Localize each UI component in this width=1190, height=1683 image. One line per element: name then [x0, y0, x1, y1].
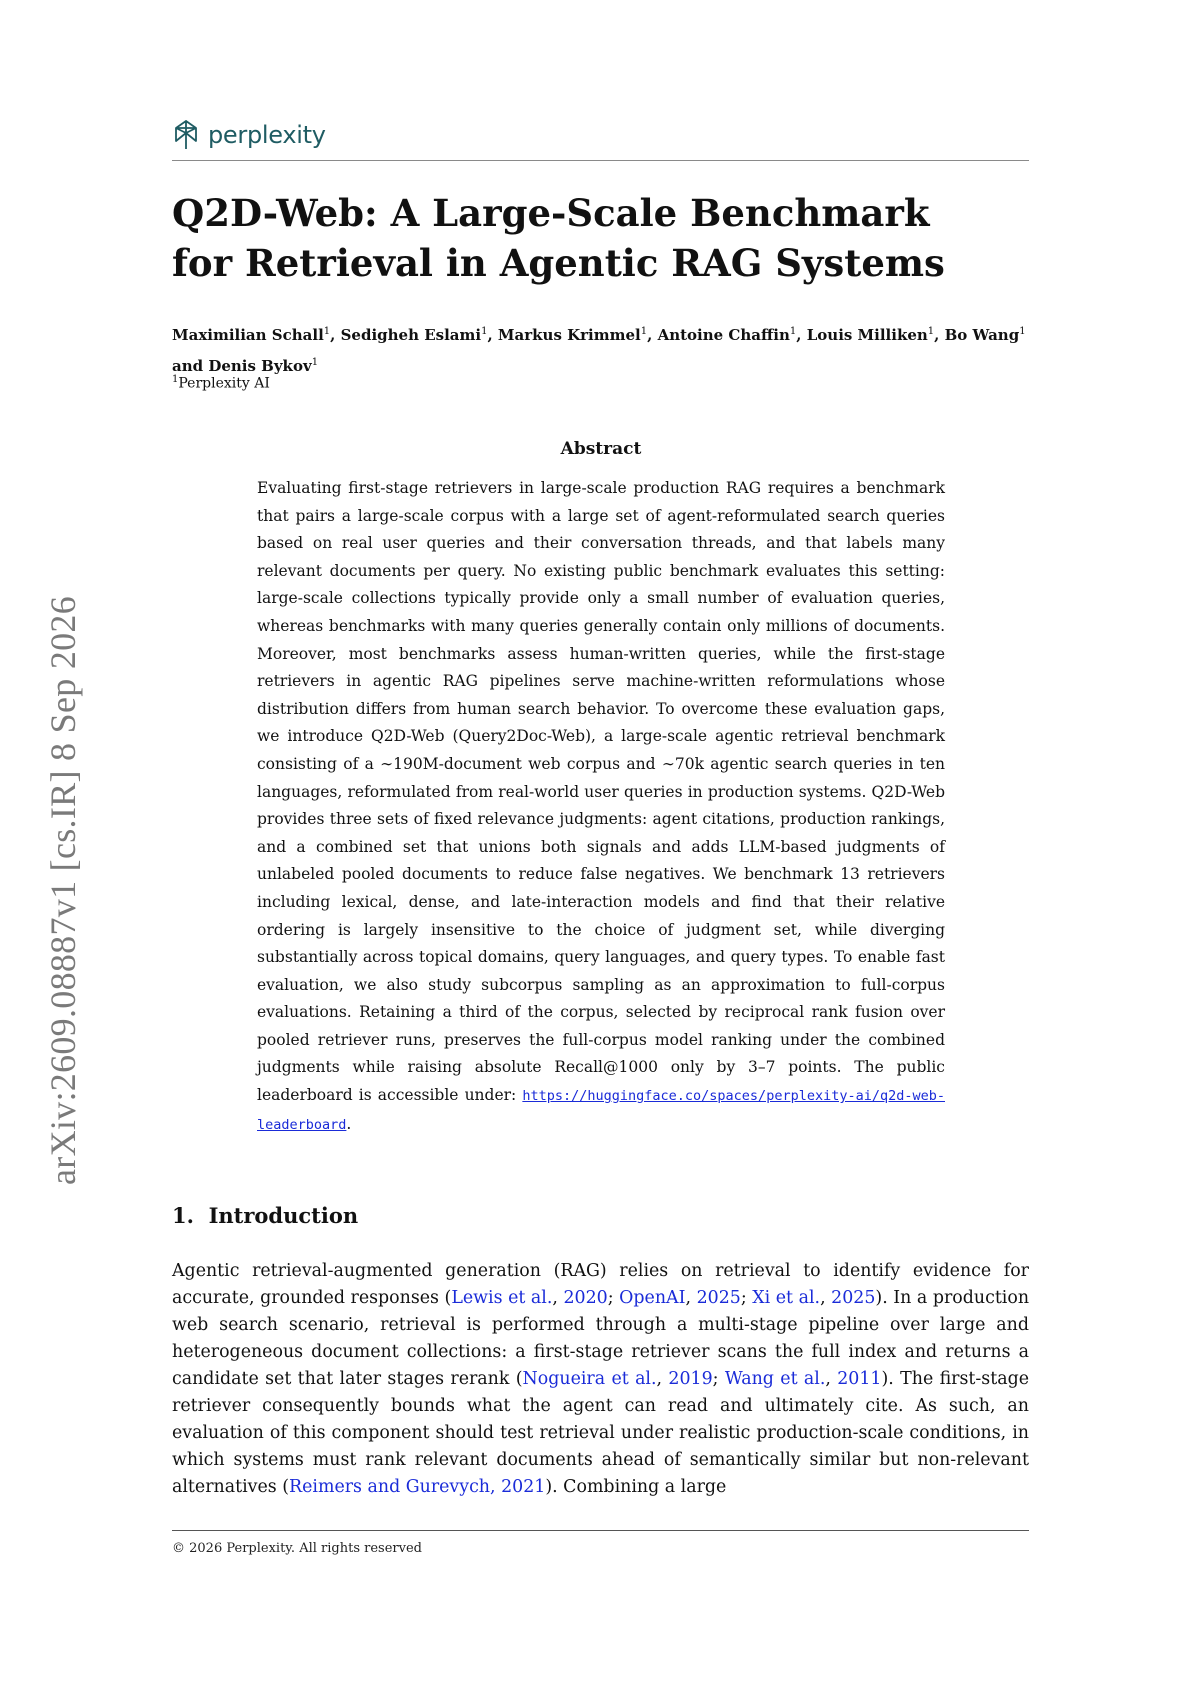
- author-affiliation-mark: 1: [789, 326, 797, 337]
- citation-link[interactable]: Reimers and Gurevych, 2021: [289, 1477, 546, 1497]
- author-name: Bo Wang: [944, 326, 1020, 344]
- author-separator: and: [172, 357, 209, 375]
- author-name: Markus Krimmel: [497, 326, 641, 344]
- intro-text: ,: [825, 1369, 838, 1389]
- citation-link[interactable]: Wang et al.: [724, 1369, 826, 1389]
- author-affiliation-mark: 1: [323, 326, 331, 337]
- author-separator: ,: [796, 326, 807, 344]
- abstract-body: [257, 475, 945, 1139]
- arxiv-identifier: arXiv:2609.08887v1 [cs.IR] 8 Sep 2026: [43, 595, 83, 1185]
- author-name: Sedigheh Eslami: [340, 326, 482, 344]
- citation-link[interactable]: Lewis et al.: [451, 1288, 553, 1308]
- author-affiliation-mark: 1: [311, 357, 319, 368]
- perplexity-logo-icon: [172, 119, 200, 151]
- copyright-notice: © 2026 Perplexity. All rights reserved: [172, 1541, 422, 1556]
- author-separator: ,: [487, 326, 498, 344]
- title-line-2: for Retrieval in Agentic RAG Systems: [172, 241, 945, 285]
- author-list: [172, 318, 1032, 380]
- author-name: Denis Bykov: [208, 357, 312, 375]
- footer-rule: [172, 1530, 1029, 1531]
- affiliation-name: Perplexity AI: [178, 375, 270, 392]
- author-affiliation-mark: 1: [927, 326, 935, 337]
- intro-text: ). Combining a large: [545, 1477, 727, 1497]
- author-affiliation-mark: 1: [1019, 326, 1026, 337]
- intro-text: ;: [712, 1369, 725, 1389]
- author-affiliation-mark: 1: [481, 326, 488, 337]
- intro-text: ;: [740, 1288, 753, 1308]
- abstract-text: Evaluating first-stage retrievers in large-scale production RAG requires a benchmark that pairs a large-scale corpus with a large set of agent-reformulated search queries based on real user queries and their conversation threads, and that labels many relevant documents per query. No existing public benchmark evaluates this setting: large-scale collections typically provide only a small number of evaluation queries, whereas benchmarks with many queries generally contain only millions of documents. Moreover, most benchmarks assess human-written queries, while the first-stage retrievers in agentic RAG pipelines serve machine-written reformulations whose distribution differs from human search behavior. To overcome these evaluation gaps, we introduce Q2D-Web (Query2Doc-Web), a large-scale agentic retrieval benchmark consisting of a ∼190M-document web corpus and ∼70k agentic search queries in ten languages, reformulated from real-world user queries in production systems. Q2D-Web provides three sets of fixed relevance judgments: agent citations, production rankings, and a combined set that unions both signals and adds LLM-based judgments of unlabeled pooled documents to reduce false negatives. We benchmark 13 retrievers including lexical, dense, and late-interaction models and find that their relative ordering is largely insensitive to the choice of judgment set, while diverging substantially across topical domains, query languages, and query types. To enable fast evaluation, we also study subcorpus sampling as an approximation to full-corpus evaluations. Retaining a third of the corpus, selected by reciprocal rank fusion over pooled retriever runs, preserves the full-corpus model ranking under the combined judgments while raising absolute Recall@1000 only by 3–7 points. The public leaderboard is accessible under:: [257, 479, 945, 1105]
- citation-link[interactable]: Xi et al.: [752, 1288, 821, 1308]
- intro-paragraph: [172, 1258, 1029, 1501]
- section-heading: [172, 1203, 358, 1228]
- citation-link[interactable]: 2019: [668, 1369, 713, 1389]
- brand-name: perplexity: [208, 121, 326, 149]
- intro-text: ). In a production web search scenario, retrieval is performed through a multi-stage pipeline over large and heterogeneous document collections: a first-stage retriever scans the full index and returns a candidate set that later stages rerank (: [172, 1288, 1030, 1389]
- citation-link[interactable]: OpenAI: [619, 1288, 686, 1308]
- author-separator: ,: [647, 326, 658, 344]
- intro-text: Agentic retrieval-augmented generation (RAG) relies on retrieval to identify evidence for accurate, grounded responses (: [172, 1261, 1029, 1308]
- citation-link[interactable]: Nogueira et al.: [522, 1369, 657, 1389]
- affiliation: [172, 370, 270, 394]
- author-affiliation-mark: 1: [640, 326, 648, 337]
- header-rule: [172, 160, 1029, 161]
- section-title: Introduction: [208, 1203, 359, 1228]
- citation-link[interactable]: 2011: [837, 1369, 882, 1389]
- intro-text: ,: [685, 1288, 697, 1308]
- citation-link[interactable]: 2025: [831, 1288, 876, 1308]
- intro-text: ,: [820, 1288, 832, 1308]
- abstract-heading: Abstract: [560, 439, 642, 459]
- author-separator: ,: [934, 326, 945, 344]
- intro-text: ). The first-stage retriever consequently bounds what the agent can read and ultimately cite. As such, an evaluation of this component should test retrieval under realistic production-scale conditions, in which systems must rank relevant documents ahead of semantically similar but non-relevant alternatives (: [172, 1369, 1029, 1497]
- intro-text: ;: [607, 1288, 620, 1308]
- citation-link[interactable]: 2020: [563, 1288, 608, 1308]
- citation-link[interactable]: 2025: [696, 1288, 741, 1308]
- author-name: Antoine Chaffin: [657, 326, 790, 344]
- perplexity-logo: [172, 118, 326, 152]
- author-separator: ,: [330, 326, 341, 344]
- title-line-1: Q2D-Web: A Large-Scale Benchmark: [172, 191, 930, 235]
- author-name: Maximilian Schall: [172, 326, 324, 344]
- leaderboard-link[interactable]: https://huggingface.co/spaces/perplexity-ai/q2d-web-leaderboard: [257, 1088, 945, 1133]
- section-number: 1.: [172, 1203, 194, 1228]
- abstract-link-end: .: [346, 1114, 352, 1133]
- affiliation-mark: 1: [172, 374, 179, 385]
- intro-text: ,: [656, 1369, 669, 1389]
- paper-title: [172, 188, 1032, 288]
- author-name: Louis Milliken: [806, 326, 928, 344]
- intro-text: ,: [552, 1288, 564, 1308]
